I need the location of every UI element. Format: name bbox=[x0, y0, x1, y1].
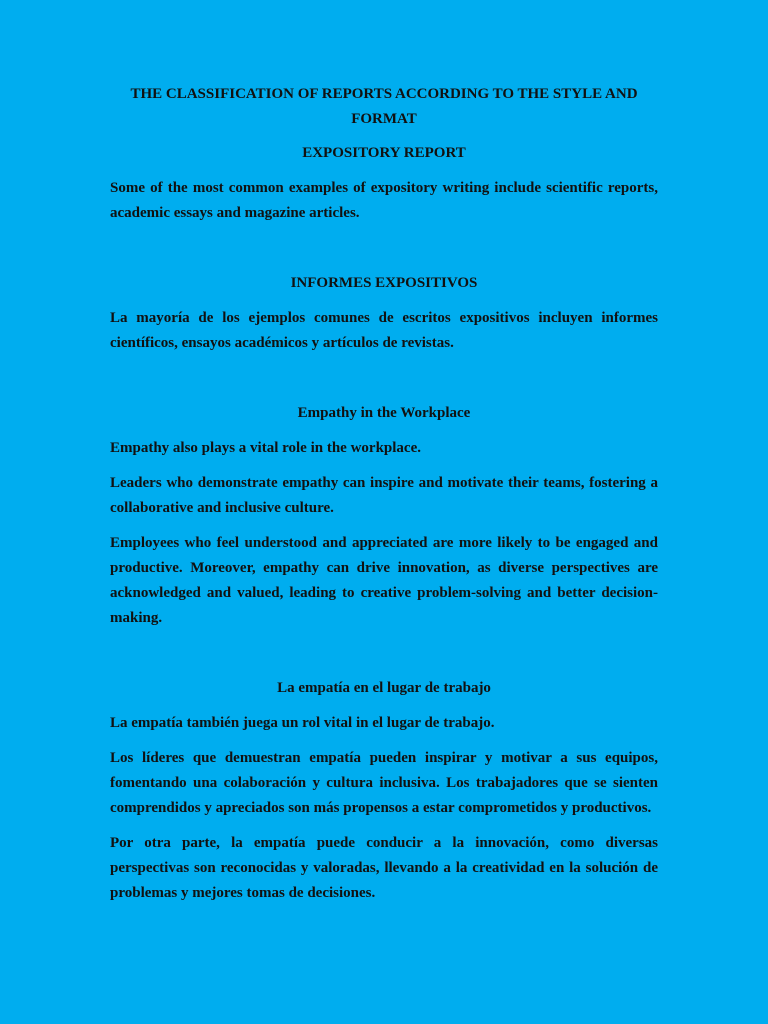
section-heading-informes-expositivos: INFORMES EXPOSITIVOS bbox=[290, 275, 478, 291]
paragraph: Employees who feel understood and appreciated are more likely to be engaged and productive. Moreover, empathy can drive innovation, as diverse perspectives are acknowledged and valued, leading to creative problem-solving and better decision-making. bbox=[110, 535, 658, 626]
document-title: THE CLASSIFICATION OF REPORTS ACCORDING TO THE STYLE AND FORMAT bbox=[130, 86, 638, 127]
paragraph: Por otra parte, la empatía puede conducir a la innovación, como diversas perspectivas son reconocidas y valoradas, llevando a la creatividad en la solución de problemas y mejores tomas de decisiones. bbox=[110, 835, 658, 901]
paragraph: La mayoría de los ejemplos comunes de escritos expositivos incluyen informes científicos, ensayos académicos y artículos de revistas. bbox=[110, 310, 658, 351]
section-heading-expository-report: EXPOSITORY REPORT bbox=[302, 145, 466, 161]
paragraph: Empathy also plays a vital role in the workplace. bbox=[110, 440, 421, 456]
section-spacer bbox=[110, 641, 658, 676]
section-spacer bbox=[110, 366, 658, 401]
paragraph: Leaders who demonstrate empathy can inspire and motivate their teams, fostering a collaborative and inclusive culture. bbox=[110, 475, 658, 516]
section-spacer bbox=[110, 236, 658, 271]
paragraph: Some of the most common examples of expository writing include scientific reports, academic essays and magazine articles. bbox=[110, 180, 658, 221]
paragraph: La empatía también juega un rol vital in el lugar de trabajo. bbox=[110, 715, 495, 731]
section-heading-empatia-trabajo: La empatía en el lugar de trabajo bbox=[277, 680, 491, 696]
paragraph: Los líderes que demuestran empatía pueden inspirar y motivar a sus equipos, fomentando una colaboración y cultura inclusiva. Los trabajadores que se sienten comprendidos y apreciados son más propensos a estar comprometidos y productivos. bbox=[110, 750, 658, 816]
section-heading-empathy-workplace: Empathy in the Workplace bbox=[297, 405, 471, 421]
